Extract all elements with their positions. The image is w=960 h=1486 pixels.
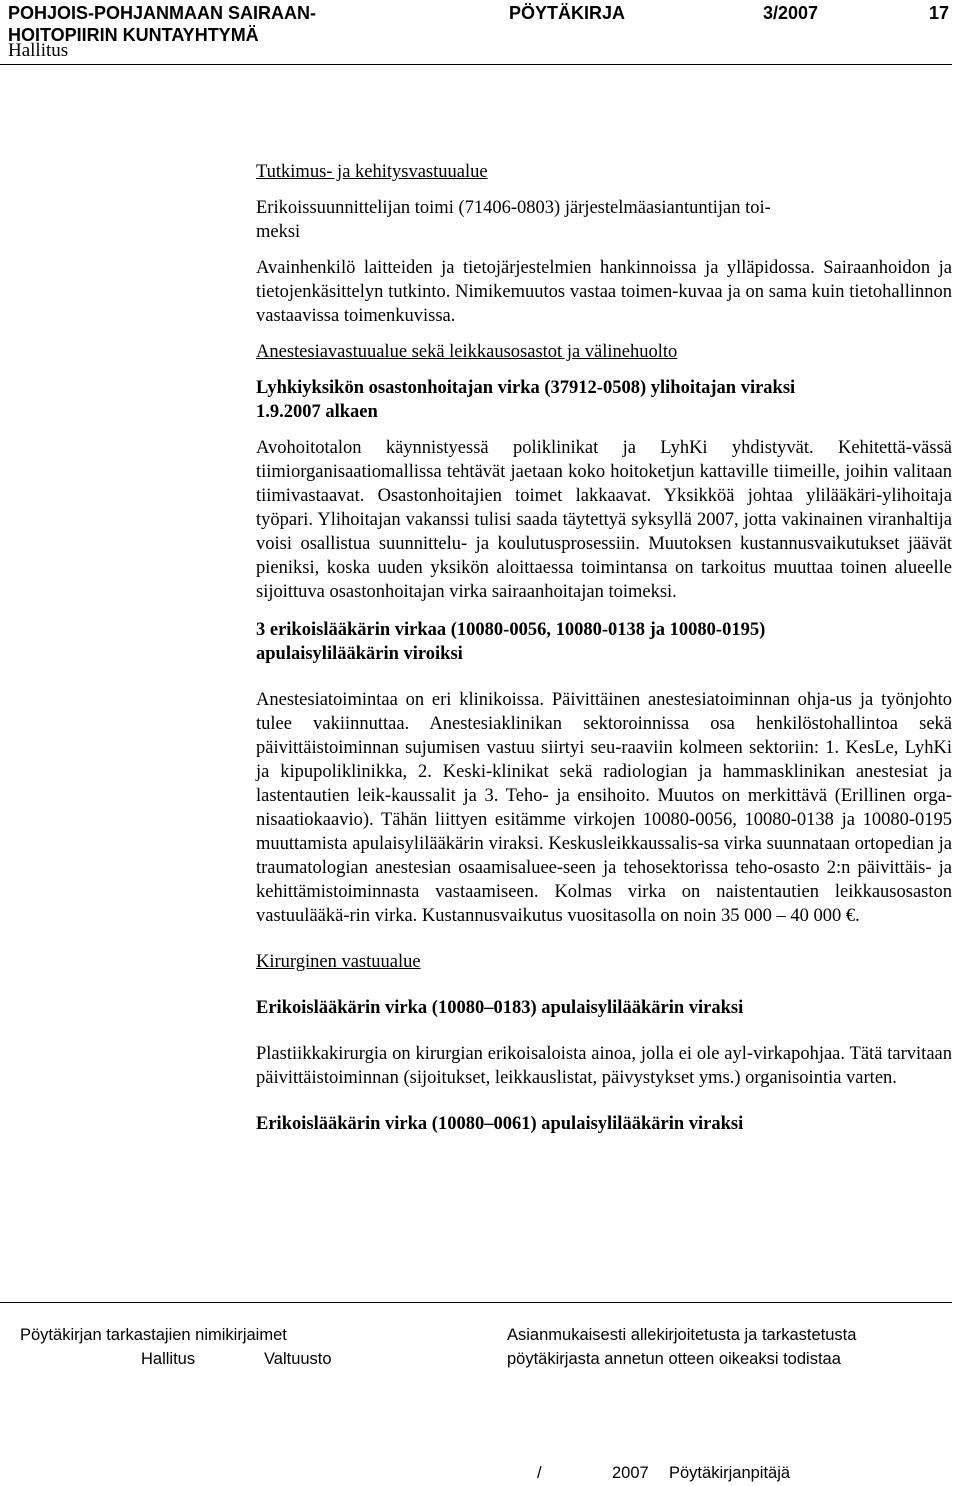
organization-name-line1: POHJOIS-POHJANMAAN SAIRAAN- bbox=[8, 3, 317, 23]
body-name: Hallitus bbox=[8, 40, 69, 61]
document-type: PÖYTÄKIRJA bbox=[509, 3, 626, 23]
paragraph: Avohoitotalon käynnistyessä poliklinikat ja LyhKi yhdistyvät. Kehitettä-vässä tiimiorganisaatiomallissa tehtävät jaetaan koko hoitoketjun kattaville tiimeille, joihin valitaan tiimivastaavat. Osastonhoitajien toimet lakkaavat. Yksikköä johtaa ylilääkäri-ylihoitaja työpari. Ylihoitajan vakanssi tulisi saada täytettyä syksyllä 2007, jotta vakinainen viranhaltija voisi osallistua suunnittelu- ja koulutusprosessiin. Muutoksen kustannusvaikutukset jäävät pieniksi, koska uuden yksikön aloittaessa toimintansa on tarkoitus muuttaa toinen alueelle sijoittuva osastonhoitajan virka sairaanhoitajan toimeksi. bbox=[256, 438, 952, 602]
paragraph: Plastiikkakirurgia on kirurgian erikoisaloista ainoa, jolla ei ole ayl-virkapohjaa. Tätä tarvitaan päivittäistoiminnan (sijoitukset, leikkauslistat, päivystykset yms.) organisointia varten. bbox=[256, 1044, 952, 1088]
paragraph: Anestesiatoimintaa on eri klinikoissa. Päivittäinen anestesiatoiminnan ohja-us ja työnjohto tulee vakiinnuttaa. Anestesiaklinikan sektoroinnissa osa henkilöstohallintoa sekä päivittäistoiminnan sujumisen vastuu siirtyi seu-raaviin kolmeen sektoriin: 1. KesLe, LyhKi ja kipupoliklinikka, 2. Keski-klinikat sekä radiologian ja hammasklinikan anestesiat ja lastentautien leik-kaussalit ja 3. Teho- ja ensihoito. Muutos on merkittävä (Erillinen orga-nisaatiokaavio). Tähän liittyen esitämme virkojen 10080-0056, 10080-0138 ja 10080-0195 muuttamista apulaisylilääkärin viraksi. Keskusleikkaussalis-sa virka suunnataan ortopedian ja traumatologian anestesian osaamisaluee-seen ja tehosektorissa teho-osasto 2:n päivittäis- ja kehittämistoiminnasta vastaamiseen. Kolmas virka on naistentautien leikkausosaston vastuulääkä-rin virka. Kustannusvaikutus vuositasolla on noin 35 000 – 40 000 €. bbox=[256, 690, 952, 926]
section-heading: Kirurginen vastuualue bbox=[256, 952, 421, 972]
paragraph: Avainhenkilö laitteiden ja tietojärjestelmien hankinnoissa ja ylläpidossa. Sairaanhoidon ja tietojenkäsittelyn tutkinto. Nimikemuutos vastaa toimen-kuvaa ja on sama kuin tietohallinnon vastaavissa toimenkuvissa. bbox=[256, 258, 952, 326]
reviewers-initials-title: Pöytäkirjan tarkastajien nimikirjaimet bbox=[20, 1326, 287, 1344]
footer-divider bbox=[0, 1302, 952, 1303]
header-divider bbox=[0, 64, 952, 65]
item-title: 3 erikoislääkärin virkaa (10080-0056, 10080-0138 ja 10080-0195) apulaisylilääkärin viroiksi bbox=[256, 620, 766, 664]
document-number: 3/2007 bbox=[763, 3, 819, 23]
certification-line2: pöytäkirjasta annetun otteen oikeaksi todistaa bbox=[507, 1350, 841, 1368]
signature-date-slash: / bbox=[537, 1464, 542, 1482]
signature-year: 2007 bbox=[612, 1464, 649, 1482]
organization-name-line2: HOITOPIIRIN KUNTAYHTYMÄ bbox=[8, 25, 259, 45]
certification-line1: Asianmukaisesti allekirjoitetusta ja tarkastetusta bbox=[507, 1326, 857, 1344]
reviewer-column-hallitus: Hallitus bbox=[141, 1350, 196, 1368]
section-heading: Tutkimus- ja kehitysvastuualue bbox=[256, 162, 488, 182]
minutes-body bbox=[256, 160, 952, 1136]
item-title: Erikoislääkärin virka (10080–0183) apulaisylilääkärin viraksi bbox=[256, 998, 744, 1018]
signature-role: Pöytäkirjanpitäjä bbox=[669, 1464, 791, 1482]
item-title: Lyhkiyksikön osastonhoitajan virka (37912-0508) ylihoitajan viraksi 1.9.2007 alkaen bbox=[256, 378, 796, 422]
item-title: Erikoislääkärin virka (10080–0061) apulaisylilääkärin viraksi bbox=[256, 1114, 744, 1134]
page-number: 17 bbox=[929, 3, 950, 23]
reviewer-column-valtuusto: Valtuusto bbox=[264, 1350, 332, 1368]
section-heading: Anestesiavastuualue sekä leikkausosastot ja välinehuolto bbox=[256, 342, 678, 362]
item-title: Erikoissuunnittelijan toimi (71406-0803) järjestelmäasiantuntijan toi- meksi bbox=[256, 198, 771, 242]
